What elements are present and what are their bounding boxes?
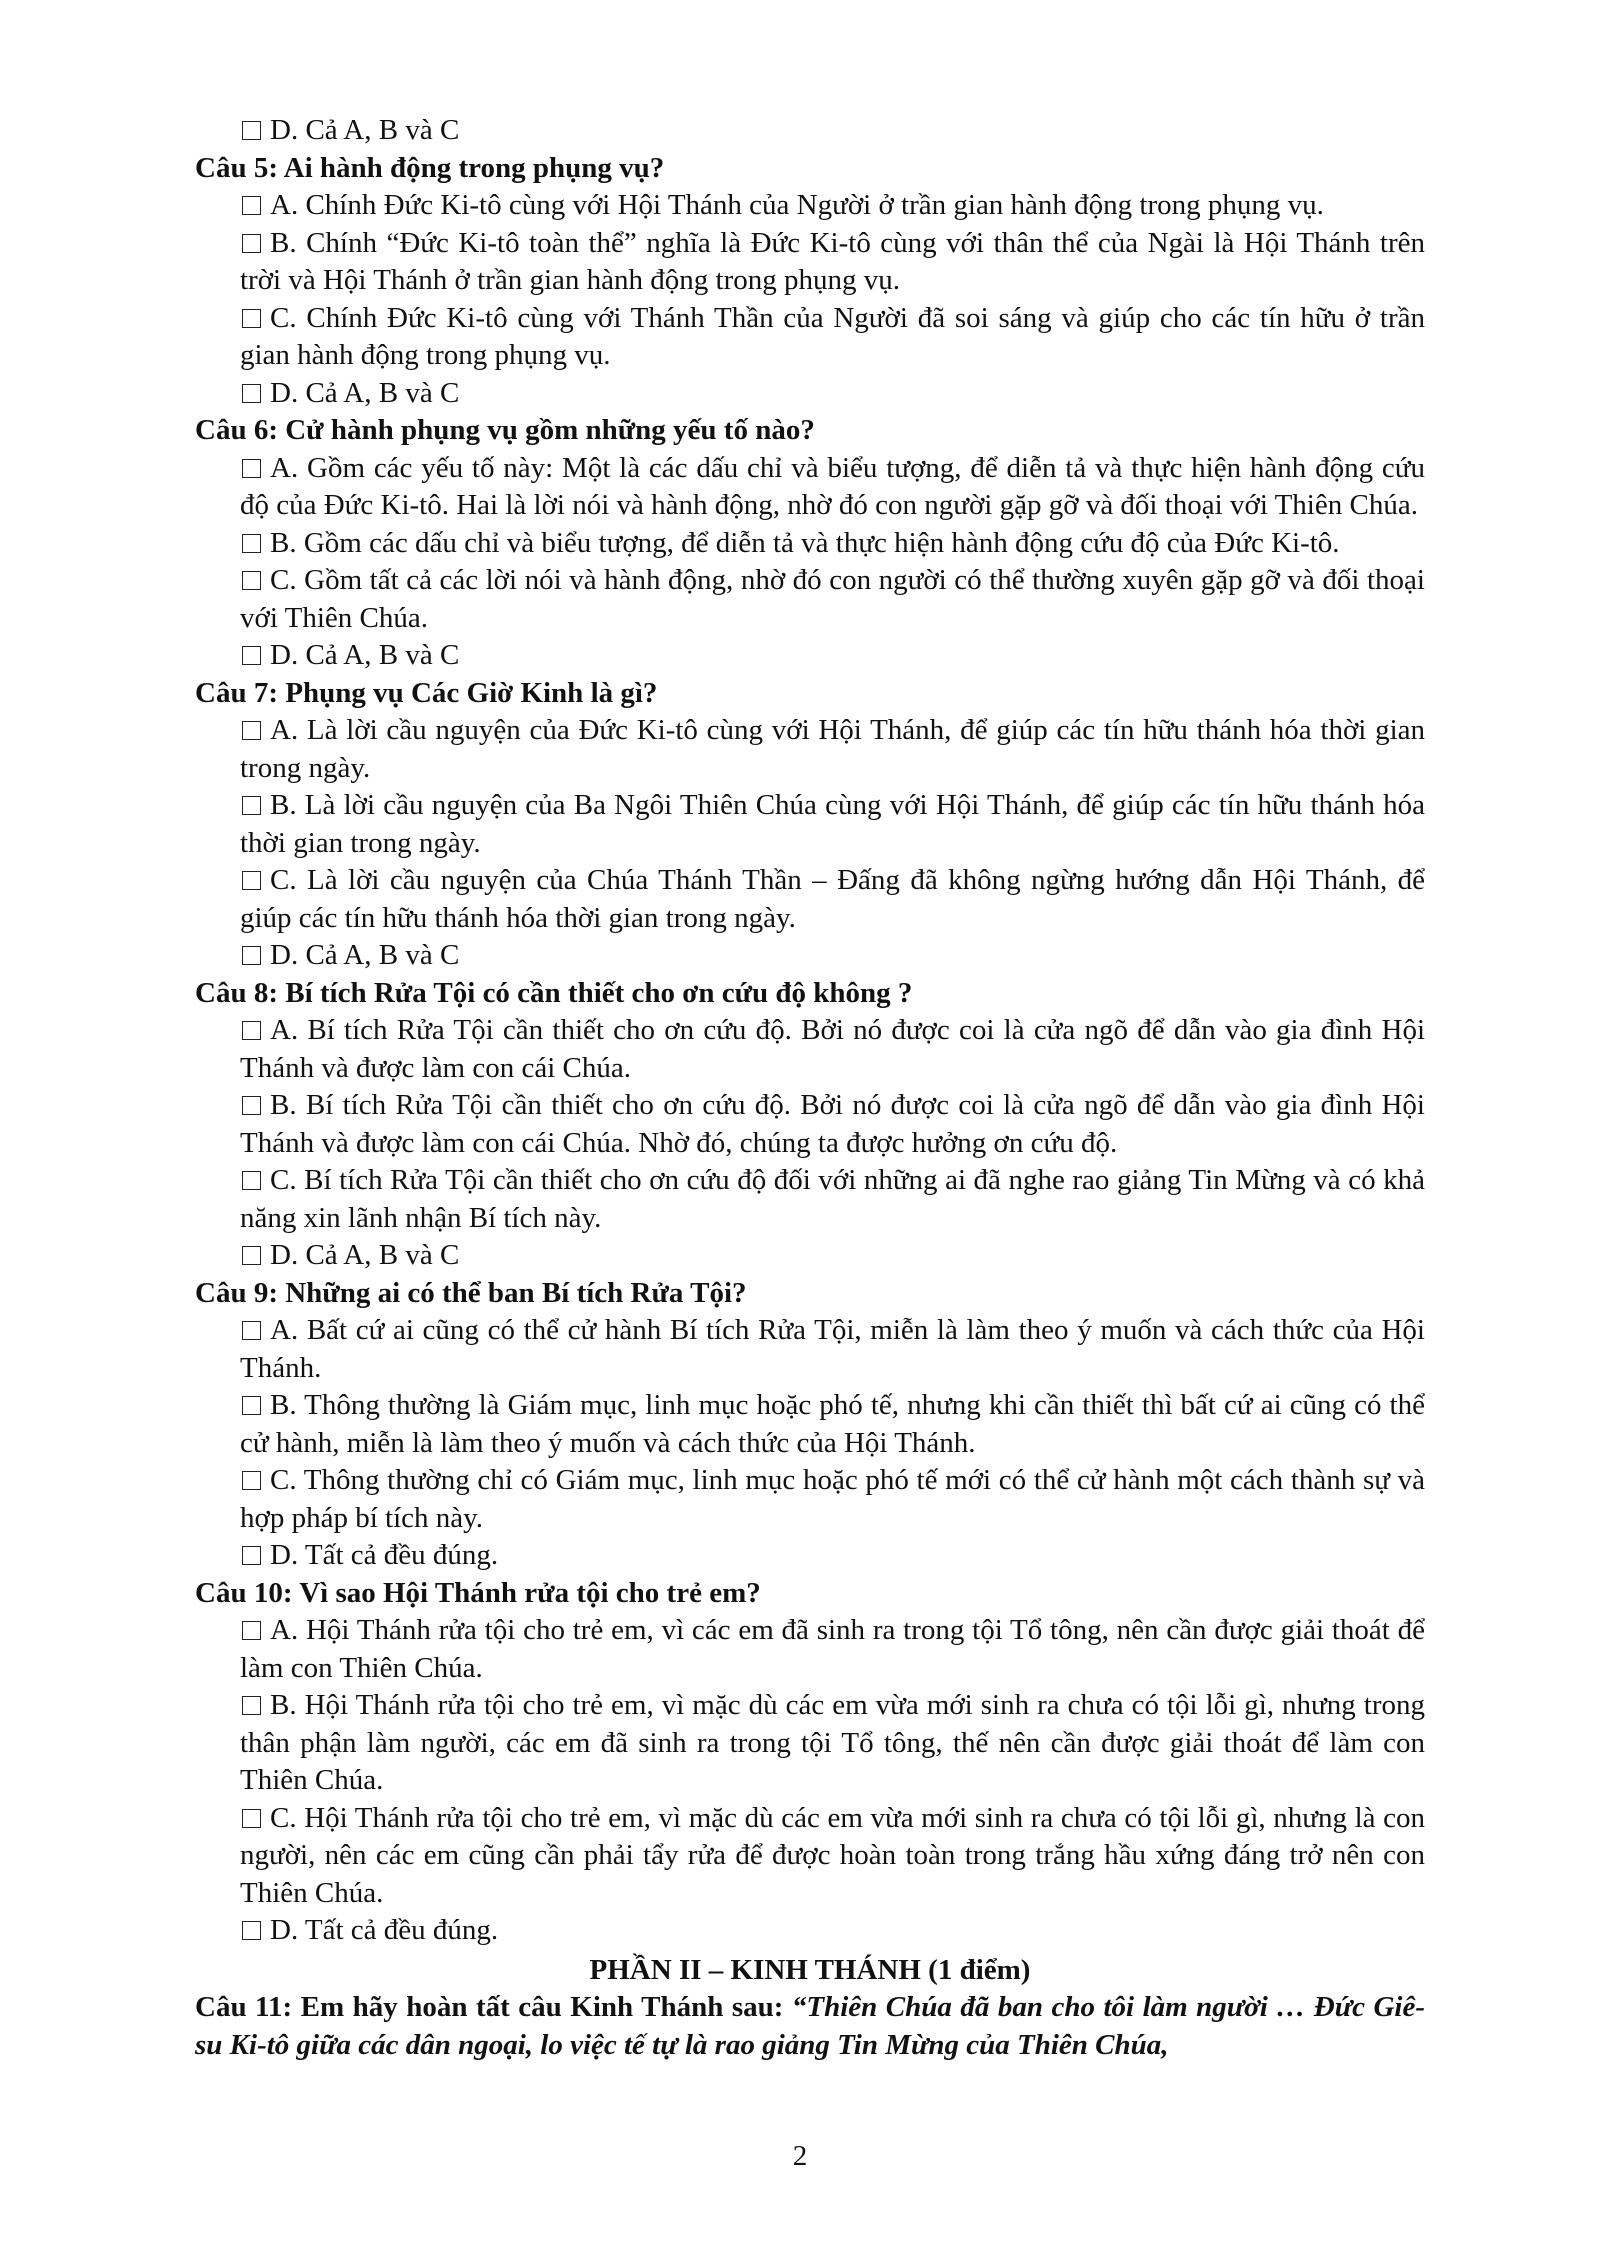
question-heading: Câu 5: Ai hành động trong phụng vụ? [195,151,665,184]
question-heading: Câu 9: Những ai có thể ban Bí tích Rửa Tội? [195,1276,747,1309]
answer-option-text: A. Bí tích Rửa Tội cần thiết cho ơn cứu độ. Bởi nó được coi là cửa ngõ để dẫn vào gia đình Hội Thánh và được làm con cái Chúa. [240,1014,1425,1084]
document-page [195,112,1425,2064]
answer-option[interactable] [195,1312,1425,1387]
answer-option-text: B. Bí tích Rửa Tội cần thiết cho ơn cứu độ. Bởi nó được coi là cửa ngõ để dẫn vào gia đình Hội Thánh và được làm con cái Chúa. Nhờ đó, chúng ta được hưởng ơn cứu độ. [240,1089,1425,1159]
answer-option-text: B. Thông thường là Giám mục, linh mục hoặc phó tế, nhưng khi cần thiết thì bất cứ ai cũng có thể cử hành, miễn là làm theo ý muốn và cách thức của Hội Thánh. [240,1389,1425,1459]
answer-option-text: D. Cả A, B và C [270,939,460,971]
answer-option-text: D. Cả A, B và C [270,114,460,146]
checkbox-icon[interactable] [242,1621,261,1640]
question-heading: Câu 7: Phụng vụ Các Giờ Kinh là gì? [195,676,658,709]
checkbox-icon[interactable] [242,721,261,740]
question-11-quote: “Thiên Chúa đã ban cho tôi làm người … Đức Giê-su Ki-tô giữa các dân ngoại, lo việc tế tự là rao giảng Tin Mừng của Thiên Chúa, [195,1991,1425,2061]
answer-option-text: B. Là lời cầu nguyện của Ba Ngôi Thiên Chúa cùng với Hội Thánh, để giúp các tín hữu thánh hóa thời gian trong ngày. [240,789,1425,859]
answer-option-text: A. Bất cứ ai cũng có thể cử hành Bí tích Rửa Tội, miễn là làm theo ý muốn và cách thức của Hội Thánh. [240,1314,1425,1384]
checkbox-icon[interactable] [242,234,261,253]
answer-option-text: C. Bí tích Rửa Tội cần thiết cho ơn cứu độ đối với những ai đã nghe rao giảng Tin Mừng và có khả năng xin lãnh nhận Bí tích này. [240,1164,1425,1234]
checkbox-icon[interactable] [242,646,261,665]
answer-option-text: B. Chính “Đức Ki-tô toàn thể” nghĩa là Đức Ki-tô cùng với thân thể của Ngài là Hội Thánh trên trời và Hội Thánh ở trần gian hành động trong phụng vụ. [240,226,1425,296]
checkbox-icon[interactable] [242,384,261,403]
answer-option[interactable] [195,225,1425,300]
answer-option[interactable] [195,1687,1425,1800]
answer-option-text: D. Tất cả đều đúng. [270,1539,499,1571]
answer-option-text: C. Chính Đức Ki-tô cùng với Thánh Thần của Người đã soi sáng và giúp cho các tín hữu ở trần gian hành động trong phụng vụ. [240,301,1425,371]
answer-option[interactable] [195,1012,1425,1087]
question-heading: Câu 8: Bí tích Rửa Tội có cần thiết cho ơn cứu độ không ? [195,976,913,1009]
checkbox-icon[interactable] [242,1921,261,1940]
checkbox-icon[interactable] [242,571,261,590]
answer-option-text: D. Cả A, B và C [270,639,460,671]
answer-option-text: B. Gồm các dấu chỉ và biểu tượng, để diễn tả và thực hiện hành động cứu độ của Đức Ki-tô. [270,526,1340,559]
answer-option[interactable] [195,450,1425,525]
question-heading: Câu 10: Vì sao Hội Thánh rửa tội cho trẻ em? [195,1576,761,1609]
answer-option[interactable] [195,1912,1425,1950]
page-number: 2 [792,2140,808,2172]
checkbox-icon[interactable] [242,1696,261,1715]
answer-option-text: A. Là lời cầu nguyện của Đức Ki-tô cùng với Hội Thánh, để giúp các tín hữu thánh hóa thời gian trong ngày. [240,714,1425,784]
answer-option[interactable] [195,375,1425,413]
checkbox-icon[interactable] [242,946,261,965]
checkbox-icon[interactable] [242,1246,261,1265]
answer-option[interactable] [195,187,1425,225]
checkbox-icon[interactable] [242,534,261,553]
answer-option[interactable] [195,1800,1425,1913]
answer-option[interactable] [195,937,1425,975]
answer-option-text: A. Hội Thánh rửa tội cho trẻ em, vì các em đã sinh ra trong tội Tổ tông, nên cần được giải thoát để làm con Thiên Chúa. [240,1614,1425,1684]
answer-option[interactable] [195,1537,1425,1575]
answer-option[interactable] [195,1087,1425,1162]
answer-option[interactable] [195,1387,1425,1462]
answer-option-text: A. Chính Đức Ki-tô cùng với Hội Thánh của Người ở trần gian hành động trong phụng vụ. [270,189,1324,221]
answer-option-text: C. Là lời cầu nguyện của Chúa Thánh Thần – Đấng đã không ngừng hướng dẫn Hội Thánh, để giúp các tín hữu thánh hóa thời gian trong ngày. [240,864,1425,934]
answer-option[interactable] [195,1462,1425,1537]
answer-option[interactable] [195,112,1425,150]
answer-option[interactable] [195,1237,1425,1275]
checkbox-icon[interactable] [242,1171,261,1190]
answer-option[interactable] [195,787,1425,862]
answer-option[interactable] [195,300,1425,375]
answer-option[interactable] [195,1162,1425,1237]
answer-option[interactable] [195,637,1425,675]
checkbox-icon[interactable] [242,1096,261,1115]
answer-option-text: D. Cả A, B và C [270,1239,460,1271]
checkbox-icon[interactable] [242,796,261,815]
question-11-label: Câu 11: Em hãy hoàn tất câu Kinh Thánh sau: [195,1991,792,2023]
answer-option[interactable] [195,712,1425,787]
answer-option-text: C. Gồm tất cả các lời nói và hành động, nhờ đó con người có thể thường xuyên gặp gỡ và đối thoại với Thiên Chúa. [240,564,1425,634]
answer-option-text: D. Tất cả đều đúng. [270,1914,499,1946]
section-title: PHẦN II – KINH THÁNH (1 điểm) [589,1953,1031,1986]
checkbox-icon[interactable] [242,1471,261,1490]
answer-option-text: D. Cả A, B và C [270,376,460,409]
answer-option[interactable] [195,525,1425,563]
checkbox-icon[interactable] [242,121,261,140]
answer-option[interactable] [195,862,1425,937]
answer-option-text: C. Thông thường chỉ có Giám mục, linh mục hoặc phó tế mới có thể cử hành một cách thành sự và hợp pháp bí tích này. [240,1464,1425,1534]
checkbox-icon[interactable] [242,459,261,478]
answer-option-text: B. Hội Thánh rửa tội cho trẻ em, vì mặc dù các em vừa mới sinh ra chưa có tội lỗi gì, nhưng trong thân phận làm người, các em đã sinh ra trong tội Tổ tông, thế nên cần được giải thoát để làm con Thiên Chúa. [240,1689,1425,1796]
question-11 [195,1989,1425,2064]
question-heading: Câu 6: Cử hành phụng vụ gồm những yếu tố nào? [195,414,815,446]
answer-option[interactable] [195,562,1425,637]
checkbox-icon[interactable] [242,309,261,328]
answer-option[interactable] [195,1612,1425,1687]
checkbox-icon[interactable] [242,196,261,215]
question-list [195,112,1425,1950]
checkbox-icon[interactable] [242,1396,261,1415]
checkbox-icon[interactable] [242,871,261,890]
answer-option-text: A. Gồm các yếu tố này: Một là các dấu chỉ và biểu tượng, để diễn tả và thực hiện hành động cứu độ của Đức Ki-tô. Hai là lời nói và hành động, nhờ đó con người gặp gỡ và đối thoại với Thiên Chúa. [240,451,1425,521]
checkbox-icon[interactable] [242,1021,261,1040]
checkbox-icon[interactable] [242,1321,261,1340]
checkbox-icon[interactable] [242,1809,261,1828]
checkbox-icon[interactable] [242,1546,261,1565]
answer-option-text: C. Hội Thánh rửa tội cho trẻ em, vì mặc dù các em vừa mới sinh ra chưa có tội lỗi gì, nhưng là con người, nên các em cũng cần phải tẩy rửa để được hoàn toàn trong trắng hầu xứng đáng trở nên con Thiên Chúa. [240,1801,1425,1909]
